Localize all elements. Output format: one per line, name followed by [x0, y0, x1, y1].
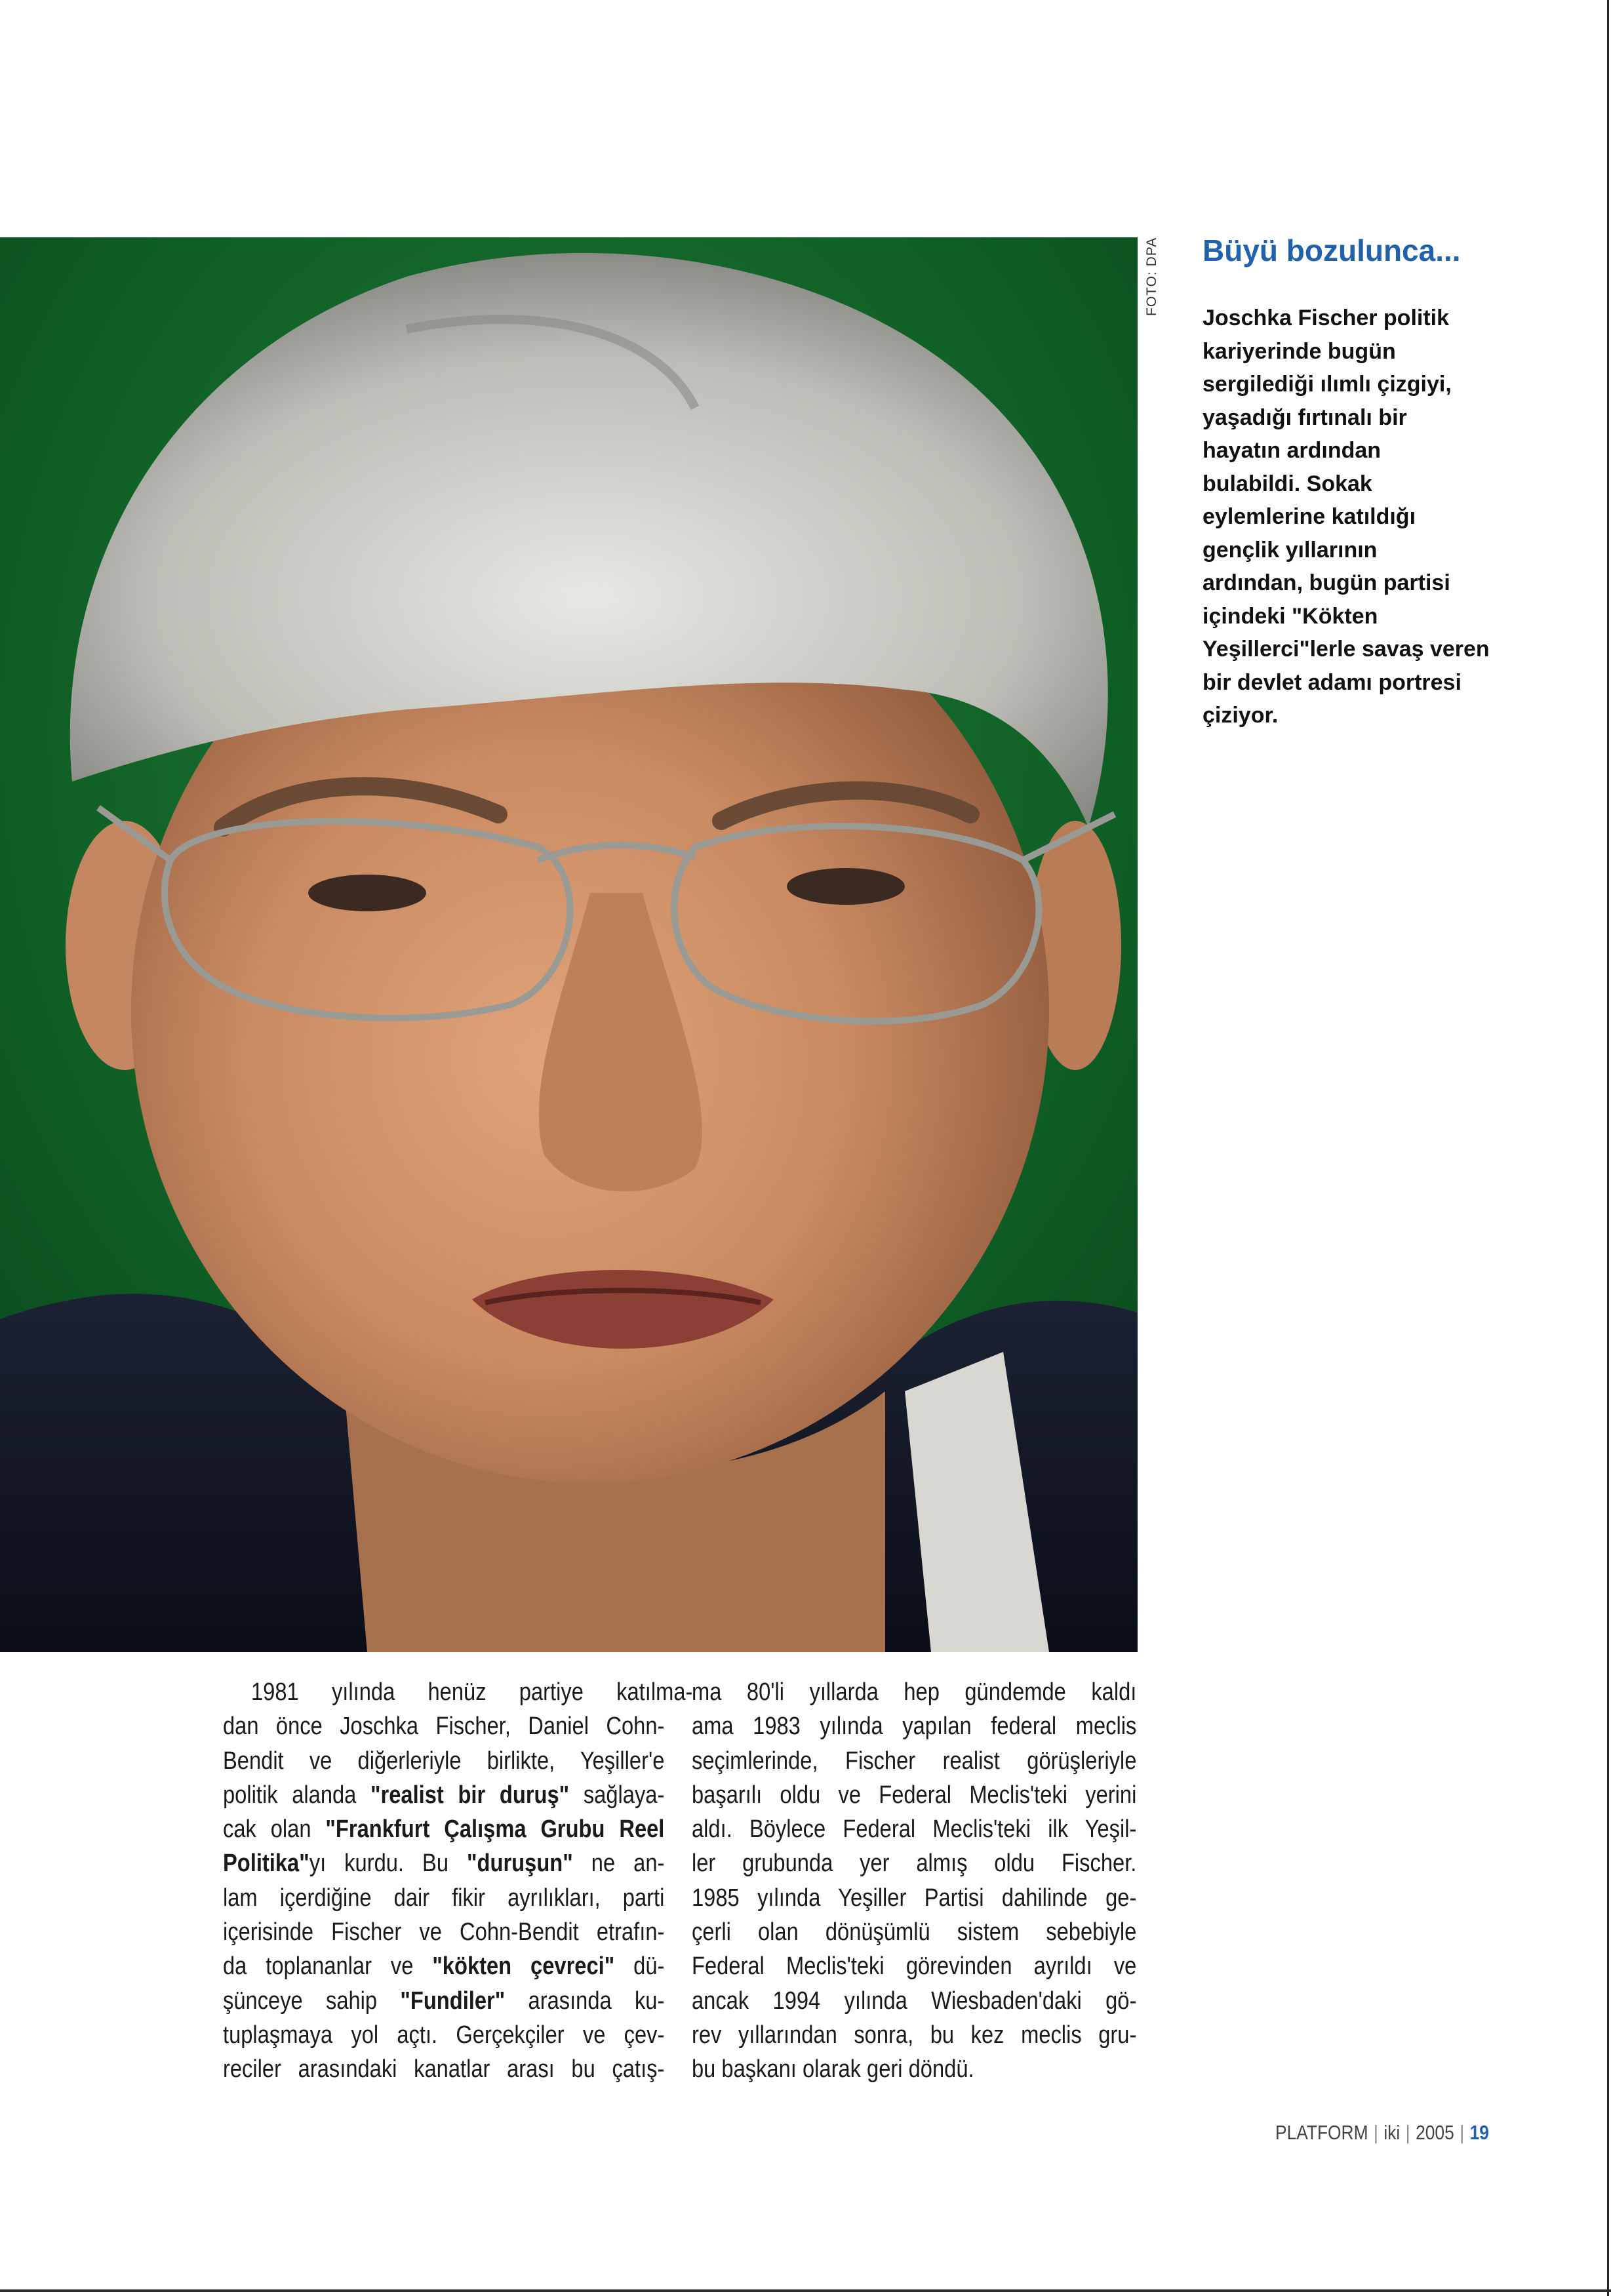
article-line: ma 80'li yıllarda hep gündemde kaldı: [692, 1678, 1137, 1706]
page-edge-line: [1607, 0, 1609, 2296]
sidebar-line: hayatın ardından: [1203, 438, 1382, 463]
year-label: 2005: [1416, 2121, 1454, 2144]
magazine-name: PLATFORM: [1275, 2121, 1368, 2144]
page-footer: [1275, 2121, 1509, 2145]
footer-separator: |: [1374, 2121, 1378, 2144]
article-line: 1981 yılında henüz partiye katılma-: [251, 1678, 693, 1706]
article-line: Federal Meclis'teki görevinden ayrıldı ve: [692, 1952, 1137, 1981]
article-line: politik alanda "realist bir duruş" sağlaya-: [223, 1781, 665, 1809]
sidebar-line: gençlik yıllarının: [1203, 537, 1378, 563]
portrait-photo: [0, 237, 1138, 1652]
sidebar-line: yaşadığı fırtınalı bir: [1203, 405, 1407, 430]
article-line: Bendit ve diğerleriyle birlikte, Yeşiller'e: [223, 1747, 665, 1775]
article-line: reciler arasındaki kanatlar arası bu çatış-: [223, 2055, 665, 2084]
article-line: ama 1983 yılında yapılan federal meclis: [692, 1712, 1137, 1741]
sidebar-line: Yeşillerci"lerle savaş veren: [1203, 637, 1490, 662]
page-bottom-line: [0, 2289, 1611, 2292]
article-line: tuplaşmaya yol açtı. Gerçekçiler ve çev-: [223, 2021, 665, 2049]
sidebar-line: kariyerinde bugün: [1203, 338, 1396, 364]
footer-separator: |: [1460, 2121, 1465, 2144]
sidebar-line: içindeki "Kökten: [1203, 603, 1378, 629]
article-line: bu başkanı olarak geri döndü.: [692, 2055, 974, 2084]
sidebar-line: çiziyor.: [1203, 703, 1279, 728]
sidebar-line: eylemlerine katıldığı: [1203, 504, 1416, 529]
article-line: ler grubunda yer almış oldu Fischer.: [692, 1850, 1137, 1878]
article-line: seçimlerinde, Fischer realist görüşleriyle: [692, 1747, 1137, 1775]
article-line: başarılı oldu ve Federal Meclis'teki yerini: [692, 1781, 1137, 1809]
article-line: lam içerdiğine dair fikir ayrılıkları, parti: [223, 1884, 665, 1912]
issue-label: iki: [1383, 2121, 1401, 2144]
article-line: Politika"yı kurdu. Bu "duruşun" ne an-: [223, 1850, 665, 1878]
article-line: da toplananlar ve "kökten çevreci" dü-: [223, 1952, 665, 1981]
article-line: ancak 1994 yılında Wiesbaden'daki gö-: [692, 1987, 1137, 2015]
sidebar-text: [1203, 302, 1570, 732]
emphasis: "duruşun": [467, 1850, 573, 1878]
article-line: rev yıllarından sonra, bu kez meclis gru-: [692, 2021, 1137, 2049]
sidebar-title: Büyü bozulunca...: [1203, 233, 1461, 267]
emphasis: Politika": [223, 1850, 309, 1878]
emphasis: "Frankfurt Çalışma Grubu Reel: [325, 1815, 665, 1844]
article-column-left: [223, 1675, 693, 2087]
article-line: 1985 yılında Yeşiller Partisi dahilinde ge-: [692, 1884, 1137, 1912]
article-line: çerli olan dönüşümlü sistem sebebiyle: [692, 1918, 1137, 1947]
emphasis: "Fundiler": [400, 1987, 506, 2015]
sidebar-line: bir devlet adamı portresi: [1203, 669, 1462, 695]
sidebar-line: bulabildi. Sokak: [1203, 471, 1372, 496]
article-line: şünceye sahip "Fundiler" arasında ku-: [223, 1987, 665, 2015]
article-line: içerisinde Fischer ve Cohn-Bendit etrafın-: [223, 1918, 665, 1947]
article-line: aldı. Böylece Federal Meclis'teki ilk Yeşil-: [692, 1815, 1137, 1844]
photo-credit: FOTO: DPA: [1144, 237, 1159, 316]
emphasis: "kökten çevreci": [432, 1952, 615, 1981]
footer-separator: |: [1405, 2121, 1410, 2144]
article-line: cak olan "Frankfurt Çalışma Grubu Reel: [223, 1815, 665, 1844]
page-number: 19: [1469, 2121, 1489, 2144]
article-column-right: [692, 1675, 1138, 2087]
sidebar-line: ardından, bugün partisi: [1203, 570, 1450, 595]
sidebar-line: Joschka Fischer politik: [1203, 306, 1450, 330]
article-line: dan önce Joschka Fischer, Daniel Cohn-: [223, 1712, 665, 1741]
emphasis: "realist bir duruş": [370, 1781, 570, 1809]
sidebar-line: sergilediği ılımlı çizgiyi,: [1203, 372, 1452, 397]
